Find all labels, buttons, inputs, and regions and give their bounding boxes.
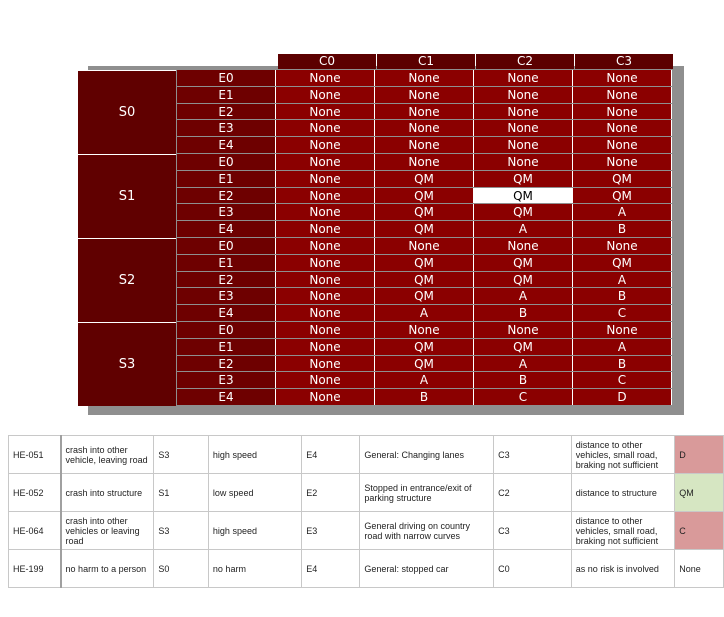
- asil-cell[interactable]: None: [573, 322, 672, 338]
- hazard-row[interactable]: [9, 512, 724, 550]
- asil-cell[interactable]: QM: [375, 188, 474, 204]
- asil-cell[interactable]: C: [474, 389, 573, 405]
- severity-group-s0: S0: [78, 70, 176, 154]
- asil-cell[interactable]: B: [375, 389, 474, 405]
- asil-cell[interactable]: None: [573, 87, 672, 103]
- asil-cell[interactable]: None: [573, 238, 672, 254]
- asil-cell[interactable]: QM: [375, 171, 474, 187]
- asil-cell[interactable]: None: [573, 120, 672, 136]
- asil-cell[interactable]: B: [474, 372, 573, 388]
- matrix-row: [177, 372, 672, 389]
- hazard-table: [8, 435, 724, 588]
- matrix-row: [177, 221, 672, 238]
- asil-cell[interactable]: A: [573, 204, 672, 220]
- hazard-asil-cell: None: [675, 550, 724, 588]
- exposure-label: E4: [177, 389, 276, 405]
- hazard-scenario-cell: Stopped in entrance/exit of parking structure: [360, 474, 494, 512]
- asil-cell[interactable]: B: [474, 305, 573, 321]
- asil-cell[interactable]: A: [474, 356, 573, 372]
- hazard-asil-cell: D: [675, 436, 724, 474]
- column-header-c2: C2: [476, 54, 574, 69]
- asil-cell[interactable]: None: [375, 154, 474, 170]
- asil-cell[interactable]: None: [276, 120, 375, 136]
- asil-cell[interactable]: None: [276, 104, 375, 120]
- exposure-label: E0: [177, 238, 276, 254]
- asil-cell[interactable]: QM: [375, 272, 474, 288]
- severity-group-s2: S2: [78, 238, 176, 322]
- asil-cell[interactable]: None: [276, 70, 375, 86]
- asil-cell[interactable]: QM: [573, 255, 672, 271]
- asil-cell[interactable]: None: [276, 238, 375, 254]
- hazard-asil-cell: QM: [675, 474, 724, 512]
- asil-cell[interactable]: QM: [573, 171, 672, 187]
- asil-cell[interactable]: None: [276, 154, 375, 170]
- matrix-row: [177, 188, 672, 205]
- hazard-exposure-cell: E2: [302, 474, 360, 512]
- hazard-rationale-cell: distance to other vehicles, small road, braking not sufficient: [571, 512, 674, 550]
- asil-cell[interactable]: None: [276, 188, 375, 204]
- matrix-row: [177, 70, 672, 87]
- asil-cell[interactable]: QM: [474, 204, 573, 220]
- matrix-row: [177, 272, 672, 289]
- exposure-label: E3: [177, 120, 276, 136]
- asil-cell[interactable]: A: [375, 372, 474, 388]
- asil-cell[interactable]: None: [375, 120, 474, 136]
- asil-cell[interactable]: None: [276, 204, 375, 220]
- asil-cell[interactable]: QM: [375, 255, 474, 271]
- matrix-row: [177, 356, 672, 373]
- asil-cell[interactable]: A: [573, 339, 672, 355]
- exposure-label: E3: [177, 204, 276, 220]
- asil-cell[interactable]: None: [276, 389, 375, 405]
- column-header-c1: C1: [377, 54, 475, 69]
- asil-cell[interactable]: QM: [474, 171, 573, 187]
- exposure-label: E3: [177, 372, 276, 388]
- hazard-scenario-cell: General driving on country road with narrow curves: [360, 512, 494, 550]
- hazard-severity-cell: S3: [154, 512, 209, 550]
- hazard-asil-cell: C: [675, 512, 724, 550]
- column-header-c3: C3: [575, 54, 673, 69]
- hazard-scenario-cell: General: stopped car: [360, 550, 494, 588]
- asil-cell[interactable]: A: [474, 288, 573, 304]
- asil-cell[interactable]: None: [474, 70, 573, 86]
- hazard-controllability-cell: C0: [494, 550, 572, 588]
- matrix-row: [177, 120, 672, 137]
- hazard-controllability-cell: C2: [494, 474, 572, 512]
- asil-cell[interactable]: None: [474, 104, 573, 120]
- matrix-row: [177, 305, 672, 322]
- exposure-label: E4: [177, 221, 276, 237]
- hazard-scenario-cell: General: Changing lanes: [360, 436, 494, 474]
- exposure-label: E2: [177, 272, 276, 288]
- hazard-id-cell: HE-064: [9, 512, 61, 550]
- column-header-c0: C0: [278, 54, 376, 69]
- exposure-label: E0: [177, 154, 276, 170]
- asil-cell[interactable]: None: [474, 120, 573, 136]
- asil-cell[interactable]: QM: [375, 339, 474, 355]
- asil-cell[interactable]: None: [375, 137, 474, 153]
- hazard-situation-cell: crash into other vehicle, leaving road: [61, 436, 154, 474]
- exposure-label: E0: [177, 322, 276, 338]
- asil-cell[interactable]: None: [276, 322, 375, 338]
- asil-cell[interactable]: A: [474, 221, 573, 237]
- hazard-situation-cell: no harm to a person: [61, 550, 154, 588]
- asil-cell[interactable]: None: [474, 322, 573, 338]
- exposure-label: E4: [177, 137, 276, 153]
- hazard-severity-cell: S0: [154, 550, 209, 588]
- hazard-table-body: [9, 436, 724, 588]
- asil-cell[interactable]: QM: [375, 204, 474, 220]
- asil-cell[interactable]: C: [573, 372, 672, 388]
- exposure-label: E2: [177, 104, 276, 120]
- severity-group-s1: S1: [78, 154, 176, 238]
- asil-cell[interactable]: None: [276, 272, 375, 288]
- matrix-row: [177, 389, 672, 406]
- asil-cell[interactable]: QM: [474, 255, 573, 271]
- exposure-label: E3: [177, 288, 276, 304]
- exposure-label: E1: [177, 87, 276, 103]
- matrix-row: [177, 204, 672, 221]
- exposure-label: E0: [177, 70, 276, 86]
- asil-cell[interactable]: None: [276, 356, 375, 372]
- asil-cell[interactable]: None: [474, 154, 573, 170]
- asil-cell[interactable]: C: [573, 305, 672, 321]
- asil-cell[interactable]: None: [573, 70, 672, 86]
- matrix-row: [177, 87, 672, 104]
- asil-cell[interactable]: B: [573, 288, 672, 304]
- asil-cell[interactable]: None: [474, 87, 573, 103]
- hazard-rationale-cell: as no risk is involved: [571, 550, 674, 588]
- hazard-id-cell: HE-051: [9, 436, 61, 474]
- matrix-row: [177, 288, 672, 305]
- matrix-row: [177, 339, 672, 356]
- exposure-label: E4: [177, 305, 276, 321]
- asil-cell[interactable]: None: [375, 70, 474, 86]
- hazard-situation-cell: crash into other vehicles or leaving road: [61, 512, 154, 550]
- asil-cell[interactable]: QM: [474, 272, 573, 288]
- asil-cell[interactable]: None: [276, 372, 375, 388]
- matrix-row: [177, 322, 672, 339]
- asil-cell[interactable]: None: [573, 154, 672, 170]
- asil-cell[interactable]: None: [276, 255, 375, 271]
- hazard-rationale-cell: distance to other vehicles, small road, braking not sufficient: [571, 436, 674, 474]
- hazard-id-cell: HE-052: [9, 474, 61, 512]
- hazard-rationale-cell: distance to structure: [571, 474, 674, 512]
- hazard-severity-cell: S1: [154, 474, 209, 512]
- exposure-label: E2: [177, 188, 276, 204]
- hazard-row[interactable]: [9, 474, 724, 512]
- hazard-speed-cell: low speed: [208, 474, 301, 512]
- asil-cell[interactable]: None: [375, 322, 474, 338]
- asil-cell[interactable]: None: [276, 137, 375, 153]
- asil-cell[interactable]: B: [573, 356, 672, 372]
- matrix-row: [177, 171, 672, 188]
- hazard-speed-cell: high speed: [208, 436, 301, 474]
- asil-cell[interactable]: D: [573, 389, 672, 405]
- asil-matrix: [78, 54, 674, 407]
- hazard-row[interactable]: [9, 436, 724, 474]
- asil-cell[interactable]: None: [276, 221, 375, 237]
- asil-cell[interactable]: None: [375, 238, 474, 254]
- matrix-row: [177, 137, 672, 154]
- asil-cell[interactable]: None: [276, 305, 375, 321]
- asil-cell[interactable]: None: [375, 104, 474, 120]
- exposure-label: E1: [177, 339, 276, 355]
- hazard-exposure-cell: E3: [302, 512, 360, 550]
- hazard-controllability-cell: C3: [494, 512, 572, 550]
- hazard-exposure-cell: E4: [302, 436, 360, 474]
- asil-cell[interactable]: None: [276, 288, 375, 304]
- asil-cell[interactable]: None: [276, 339, 375, 355]
- asil-cell[interactable]: B: [573, 221, 672, 237]
- matrix-row: [177, 154, 672, 171]
- asil-cell[interactable]: QM: [375, 356, 474, 372]
- hazard-row[interactable]: [9, 550, 724, 588]
- asil-cell[interactable]: None: [474, 137, 573, 153]
- asil-cell[interactable]: None: [573, 104, 672, 120]
- matrix-row: [177, 104, 672, 121]
- hazard-controllability-cell: C3: [494, 436, 572, 474]
- exposure-label: E2: [177, 356, 276, 372]
- hazard-severity-cell: S3: [154, 436, 209, 474]
- exposure-label: E1: [177, 171, 276, 187]
- exposure-label: E1: [177, 255, 276, 271]
- hazard-speed-cell: no harm: [208, 550, 301, 588]
- asil-cell[interactable]: A: [573, 272, 672, 288]
- asil-cell[interactable]: QM: [573, 188, 672, 204]
- hazard-exposure-cell: E4: [302, 550, 360, 588]
- matrix-row: [177, 255, 672, 272]
- hazard-id-cell: HE-199: [9, 550, 61, 588]
- matrix-column-headers: [278, 54, 674, 69]
- asil-cell[interactable]: QM: [474, 188, 573, 204]
- asil-cell[interactable]: QM: [474, 339, 573, 355]
- asil-cell[interactable]: A: [375, 305, 474, 321]
- severity-group-s3: S3: [78, 322, 176, 406]
- asil-cell[interactable]: None: [573, 137, 672, 153]
- asil-cell[interactable]: None: [276, 171, 375, 187]
- matrix-row: [177, 238, 672, 255]
- asil-cell[interactable]: None: [474, 238, 573, 254]
- asil-cell[interactable]: None: [375, 87, 474, 103]
- asil-cell[interactable]: None: [276, 87, 375, 103]
- asil-cell[interactable]: QM: [375, 221, 474, 237]
- hazard-speed-cell: high speed: [208, 512, 301, 550]
- asil-cell[interactable]: QM: [375, 288, 474, 304]
- hazard-situation-cell: crash into structure: [61, 474, 154, 512]
